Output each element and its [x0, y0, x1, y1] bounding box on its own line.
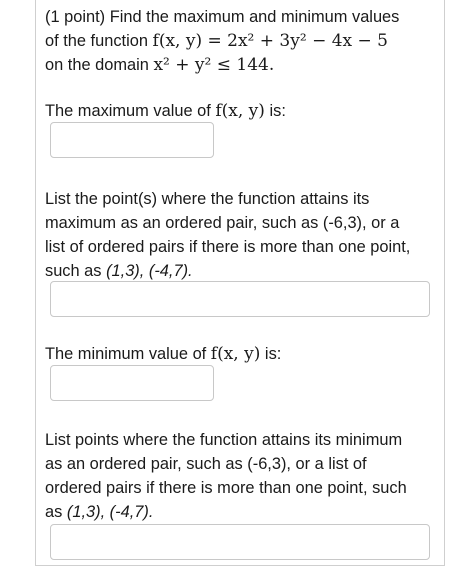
min-value-label-end: is:	[264, 345, 282, 363]
min-points-line-2: as an ordered pair, such as (-6,3), or a list of	[45, 455, 367, 473]
min-points-line-4	[45, 500, 153, 524]
max-points-example-prefix: such as	[45, 262, 102, 280]
problem-line-2	[45, 29, 388, 53]
domain-label: on the domain	[45, 56, 149, 74]
min-value-question	[45, 342, 281, 366]
max-points-line-2: maximum as an ordered pair, such as (-6,3), or a	[45, 214, 400, 232]
max-points-line-3: list of ordered pairs if there is more than one point,	[45, 238, 411, 256]
points-label: (1 point)	[45, 8, 106, 26]
problem-intro: Find the maximum and minimum values	[109, 8, 400, 26]
max-value-label-end: is:	[269, 102, 286, 120]
problem-line-1	[45, 5, 399, 29]
max-points-example: (1,3), (-4,7).	[106, 262, 193, 280]
max-value-label-start: The maximum value of	[45, 102, 211, 120]
min-points-line-1: List points where the function attains its minimum	[45, 431, 403, 449]
max-points-line-4	[45, 259, 193, 283]
max-value-func: f(x, y)	[215, 101, 265, 121]
min-points-example: (1,3), (-4,7).	[66, 503, 154, 521]
function-expression: f(x, y) = 2x² + 3y² − 4x − 5	[152, 31, 388, 51]
max-value-input[interactable]	[50, 122, 214, 158]
min-points-example-prefix: as	[45, 503, 63, 521]
problem-line-3	[45, 53, 274, 77]
min-points-line-3: ordered pairs if there is more than one point, such	[45, 479, 407, 497]
min-value-input[interactable]	[50, 365, 214, 401]
min-value-label-start: The minimum value of	[45, 345, 207, 363]
min-points-input[interactable]	[50, 524, 430, 560]
max-points-line-1: List the point(s) where the function attains its	[45, 190, 370, 208]
max-value-question	[45, 99, 286, 123]
min-value-func: f(x, y)	[210, 344, 261, 364]
domain-expression: x² + y² ≤ 144.	[153, 55, 275, 75]
of-function-label: of the function	[45, 32, 148, 50]
max-points-input[interactable]	[50, 281, 430, 317]
